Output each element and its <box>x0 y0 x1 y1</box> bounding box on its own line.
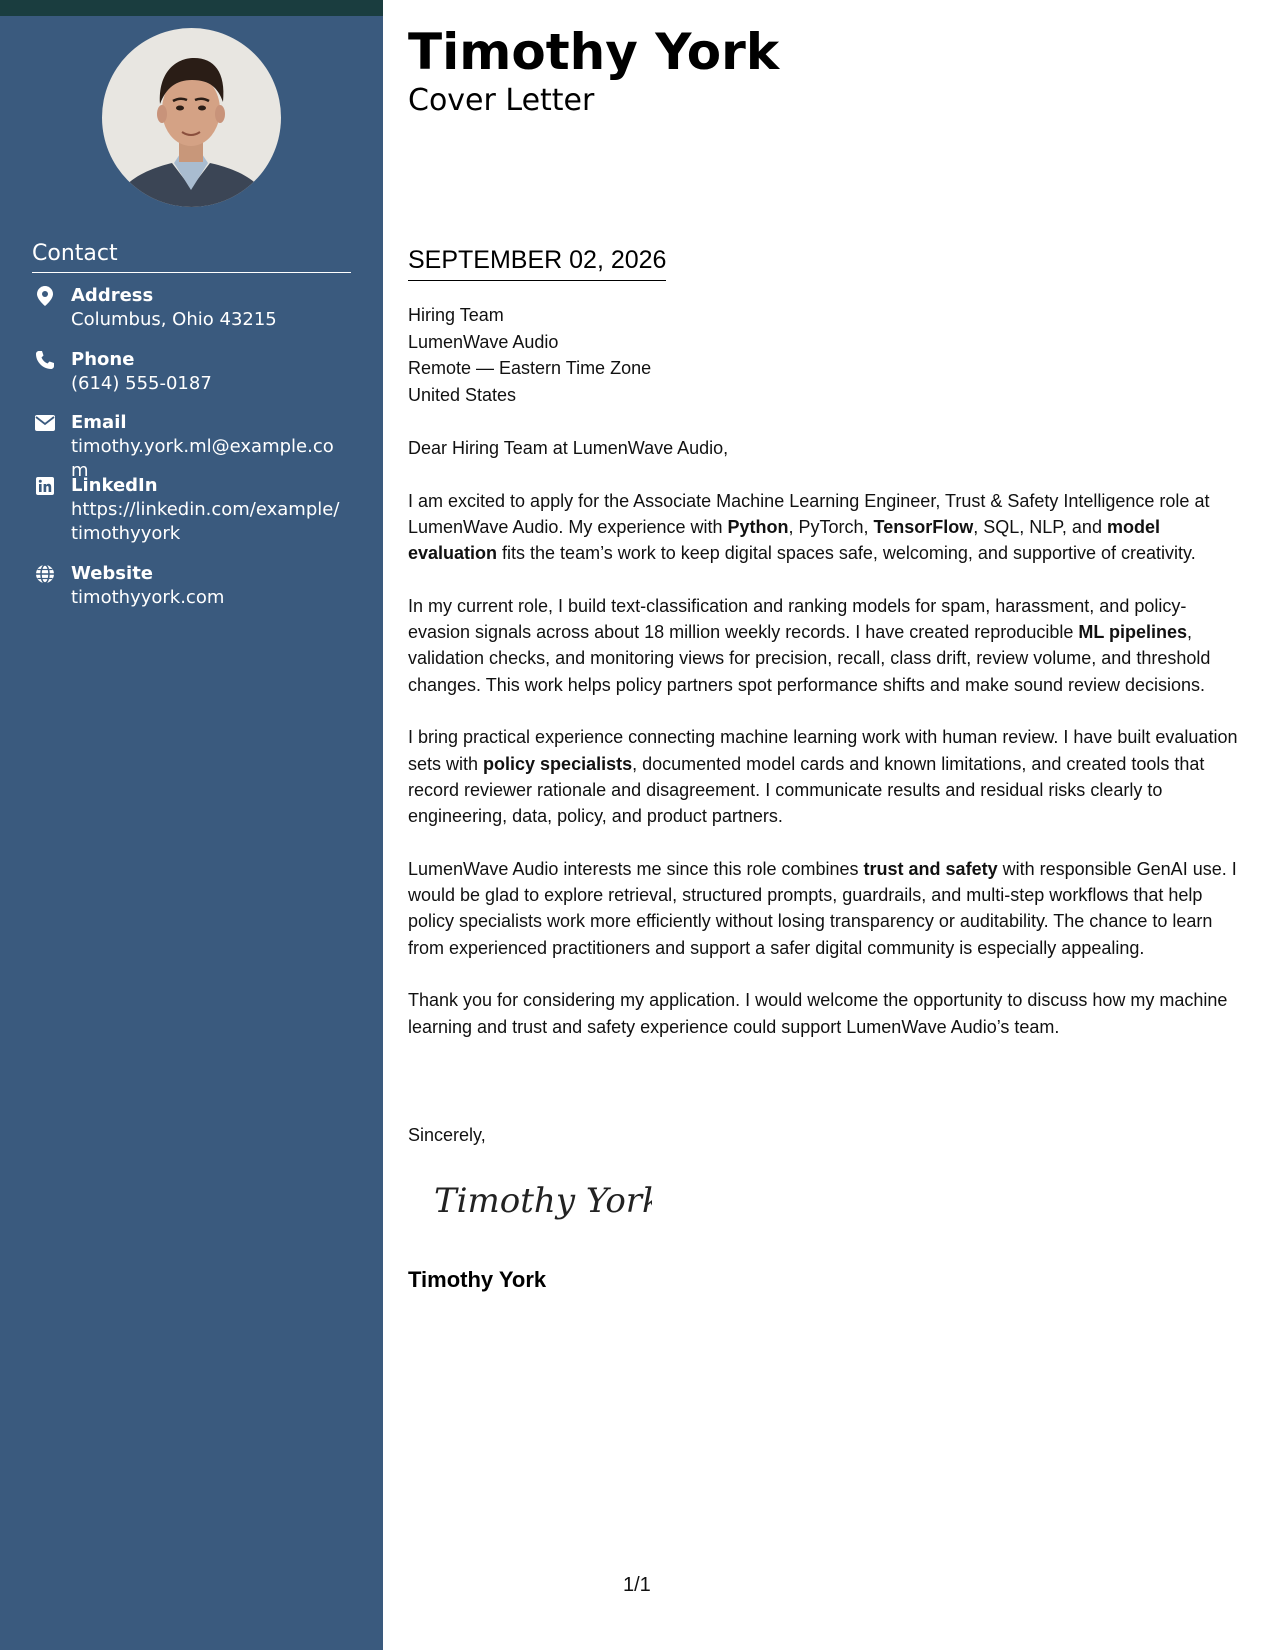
contact-value: Columbus, Ohio 43215 <box>71 309 277 330</box>
closing: Sincerely, <box>408 1125 486 1145</box>
applicant-name: Timothy York <box>408 23 780 81</box>
document-title: Cover Letter <box>408 83 595 118</box>
website-link[interactable]: timothyyork.com <box>71 587 225 608</box>
contact-label: Phone <box>71 349 135 370</box>
svg-text:Timothy York: Timothy York <box>434 1181 652 1221</box>
paragraph-1: I am excited to apply for the Associate Machine Learning Engineer, Trust & Safety Intelligence role at LumenWave Audio. My experience with Python, PyTorch, TensorFlow, SQL, NLP, and model evaluation fits the team’s work to keep digital spaces safe, welcoming, and supportive of creativity. <box>408 490 1210 564</box>
signature-image <box>432 1170 652 1230</box>
map-pin-icon <box>32 286 58 306</box>
letter-date: SEPTEMBER 02, 2026 <box>408 244 666 281</box>
profile-photo <box>102 28 281 207</box>
page-number: 1/1 <box>623 1574 651 1596</box>
paragraph-3: I bring practical experience connecting machine learning work with human review. I have built evaluation sets with policy specialists, documented model cards and known limitations, and created tools that record reviewer rationale and disagreement. I communicate results and residual risks clearly to engineering, data, policy, and product partners. <box>408 727 1238 827</box>
recipient-block <box>408 302 651 408</box>
linkedin-icon <box>32 476 58 496</box>
paragraph-4: LumenWave Audio interests me since this role combines trust and safety with responsible GenAI use. I would be glad to explore retrieval, structured prompts, guardrails, and multi-step workflows that help policy specialists work more efficiently without losing transparency or auditability. The chance to learn from experienced practitioners and support a safer digital community is especially appealing. <box>408 858 1237 958</box>
signer-name: Timothy York <box>408 1267 547 1292</box>
paragraph-2: In my current role, I build text-classification and ranking models for spam, harassment, and policy-evasion signals across about 18 million weekly records. I have created reproducible ML pipelines, validation checks, and monitoring views for precision, recall, class drift, review volume, and threshold changes. This work helps policy partners spot performance shifts and make sound review decisions. <box>408 595 1211 695</box>
recipient-line: Remote — Eastern Time Zone <box>408 358 652 378</box>
contact-label: LinkedIn <box>71 475 158 496</box>
linkedin-link[interactable]: https://linkedin.com/example/timothyyork <box>71 499 340 544</box>
paragraph-5: Thank you for considering my application. I would welcome the opportunity to discuss how my machine learning and trust and safety experience could support LumenWave Audio’s team. <box>408 990 1228 1037</box>
contact-value: (614) 555-0187 <box>71 373 212 394</box>
mail-icon <box>32 413 58 433</box>
recipient-line: LumenWave Audio <box>408 331 559 352</box>
contact-value: timothy.york.ml@example.com <box>71 436 334 481</box>
salutation: Dear Hiring Team at LumenWave Audio, <box>408 438 729 458</box>
globe-icon <box>32 564 58 584</box>
recipient-line: United States <box>408 384 517 405</box>
contact-label: Website <box>71 563 154 584</box>
contact-heading: Contact <box>32 240 351 273</box>
phone-icon <box>32 350 58 370</box>
recipient-line: Hiring Team <box>408 305 504 325</box>
contact-label: Email <box>71 412 127 433</box>
contact-label: Address <box>71 285 154 306</box>
sidebar-top-bar <box>0 0 383 16</box>
sidebar <box>0 0 383 1650</box>
letter-body <box>408 435 1248 1066</box>
